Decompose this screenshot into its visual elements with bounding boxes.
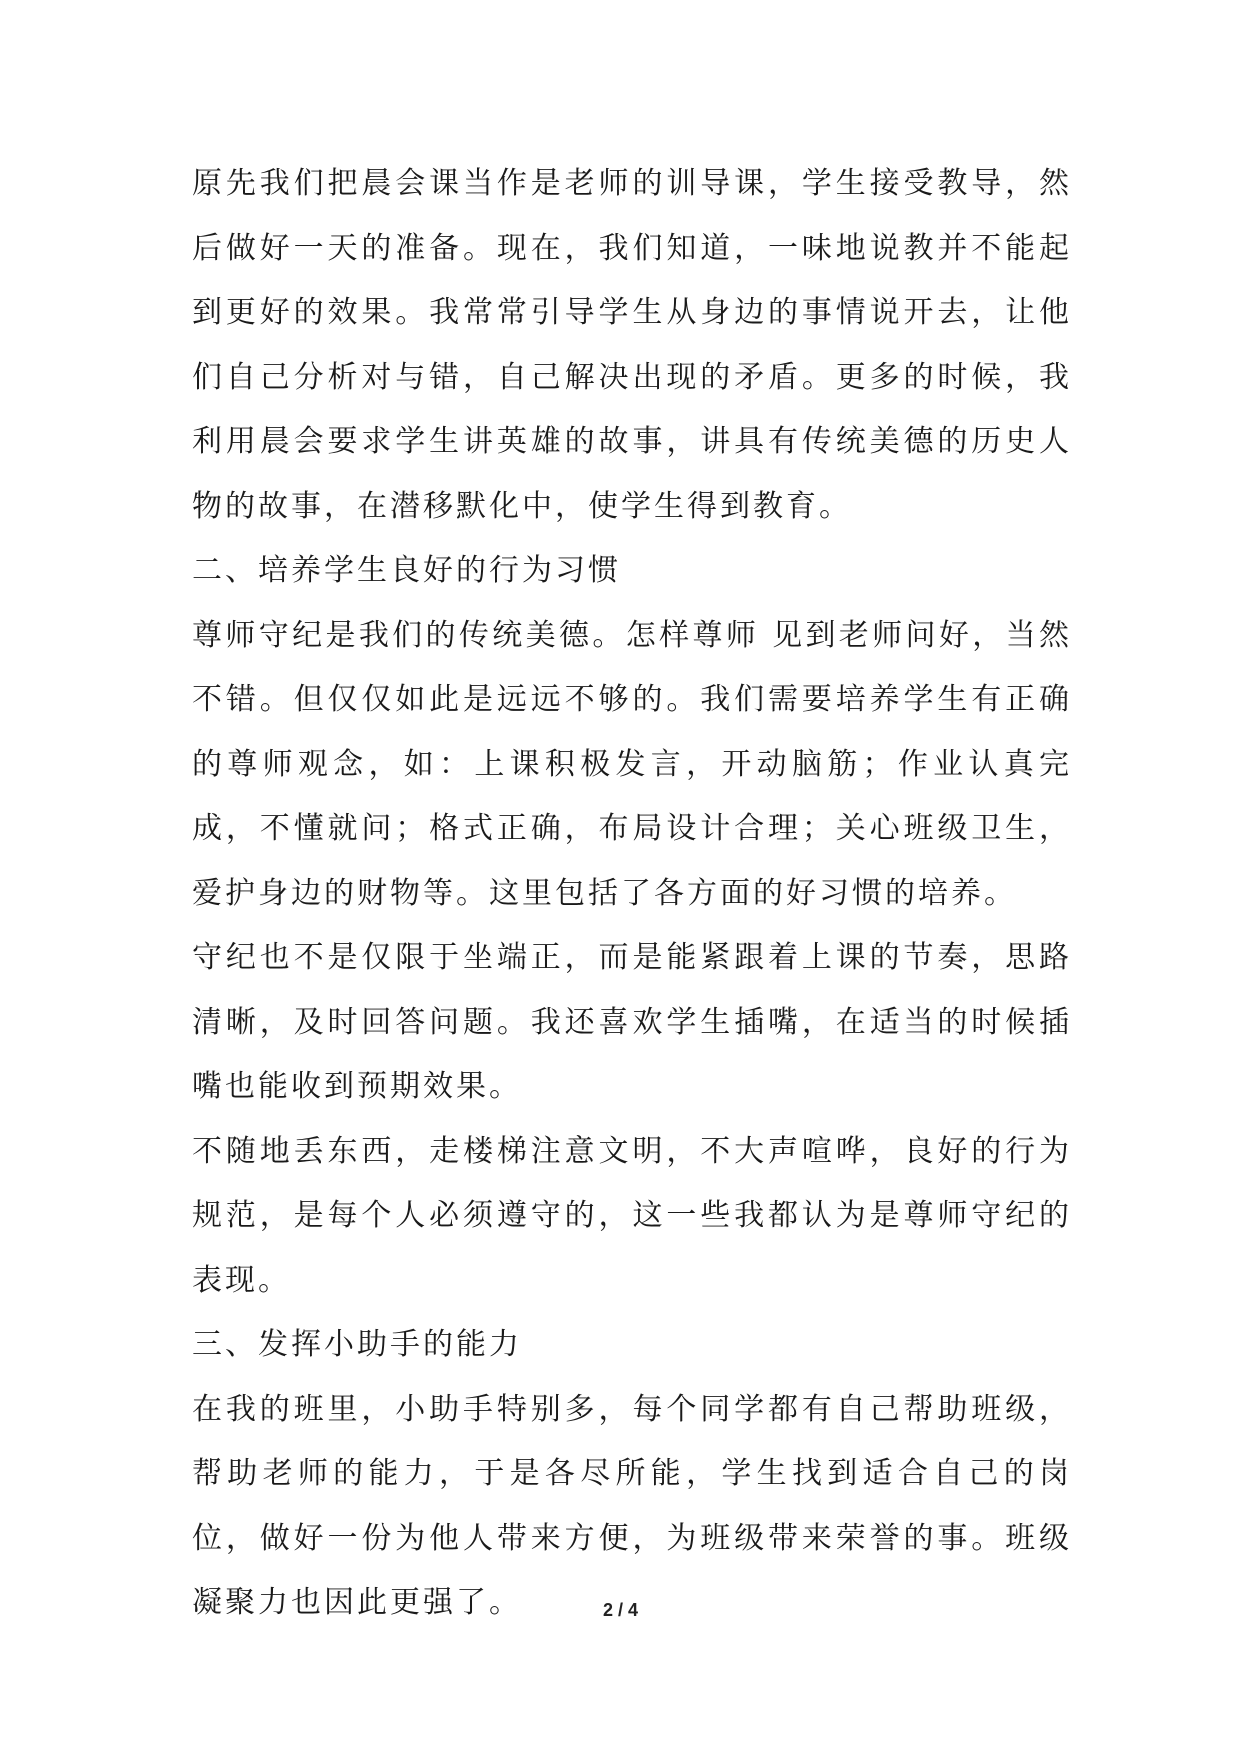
page-number: 2 / 4 — [602, 1600, 639, 1620]
paragraph-little-helpers: 在我的班里，小助手特别多，每个同学都有自己帮助班级，帮助老师的能力，于是各尽所能，学生找到适合自己的岗位，做好一份为他人带来方便，为班级带来荣誉的事。班级凝聚力也因此更强了。 — [192, 1391, 1072, 1620]
paragraph-discipline: 守纪也不是仅限于坐端正，而是能紧跟着上课的节奏，思路清晰，及时回答问题。我还喜欢学生插嘴，在适当的时候插嘴也能收到预期效果。 — [192, 940, 1072, 1104]
paragraph-behavior-norms: 不随地丢东西，走楼梯注意文明，不大声喧哗，良好的行为规范，是每个人必须遵守的，这一些我都认为是尊师守纪的表现。 — [192, 1133, 1072, 1298]
document-body — [192, 152, 1072, 1636]
paragraph-morning-meeting: 原先我们把晨会课当作是老师的训导课，学生接受教导，然后做好一天的准备。现在，我们知道，一味地说教并不能起到更好的效果。我常常引导学生从身边的事情说开去，让他们自己分析对与错，自己解决出现的矛盾。更多的时候，我利用晨会要求学生讲英雄的故事，讲具有传统美德的历史人物的故事，在潜移默化中，使学生得到教育。 — [192, 166, 1072, 524]
paragraph-respect-teachers: 尊师守纪是我们的传统美德。怎样尊师 见到老师问好，当然不错。但仅仅如此是远远不够的。我们需要培养学生有正确的尊师观念，如：上课积极发言，开动脑筋；作业认真完成，不懂就问；格式正确，布局设计合理；关心班级卫生，爱护身边的财物等。这里包括了各方面的好习惯的培养。 — [192, 617, 1072, 911]
section-heading-behavior-habits: 二、培养学生良好的行为习惯 — [192, 553, 621, 588]
section-heading-little-helpers: 三、发挥小助手的能力 — [192, 1327, 522, 1362]
